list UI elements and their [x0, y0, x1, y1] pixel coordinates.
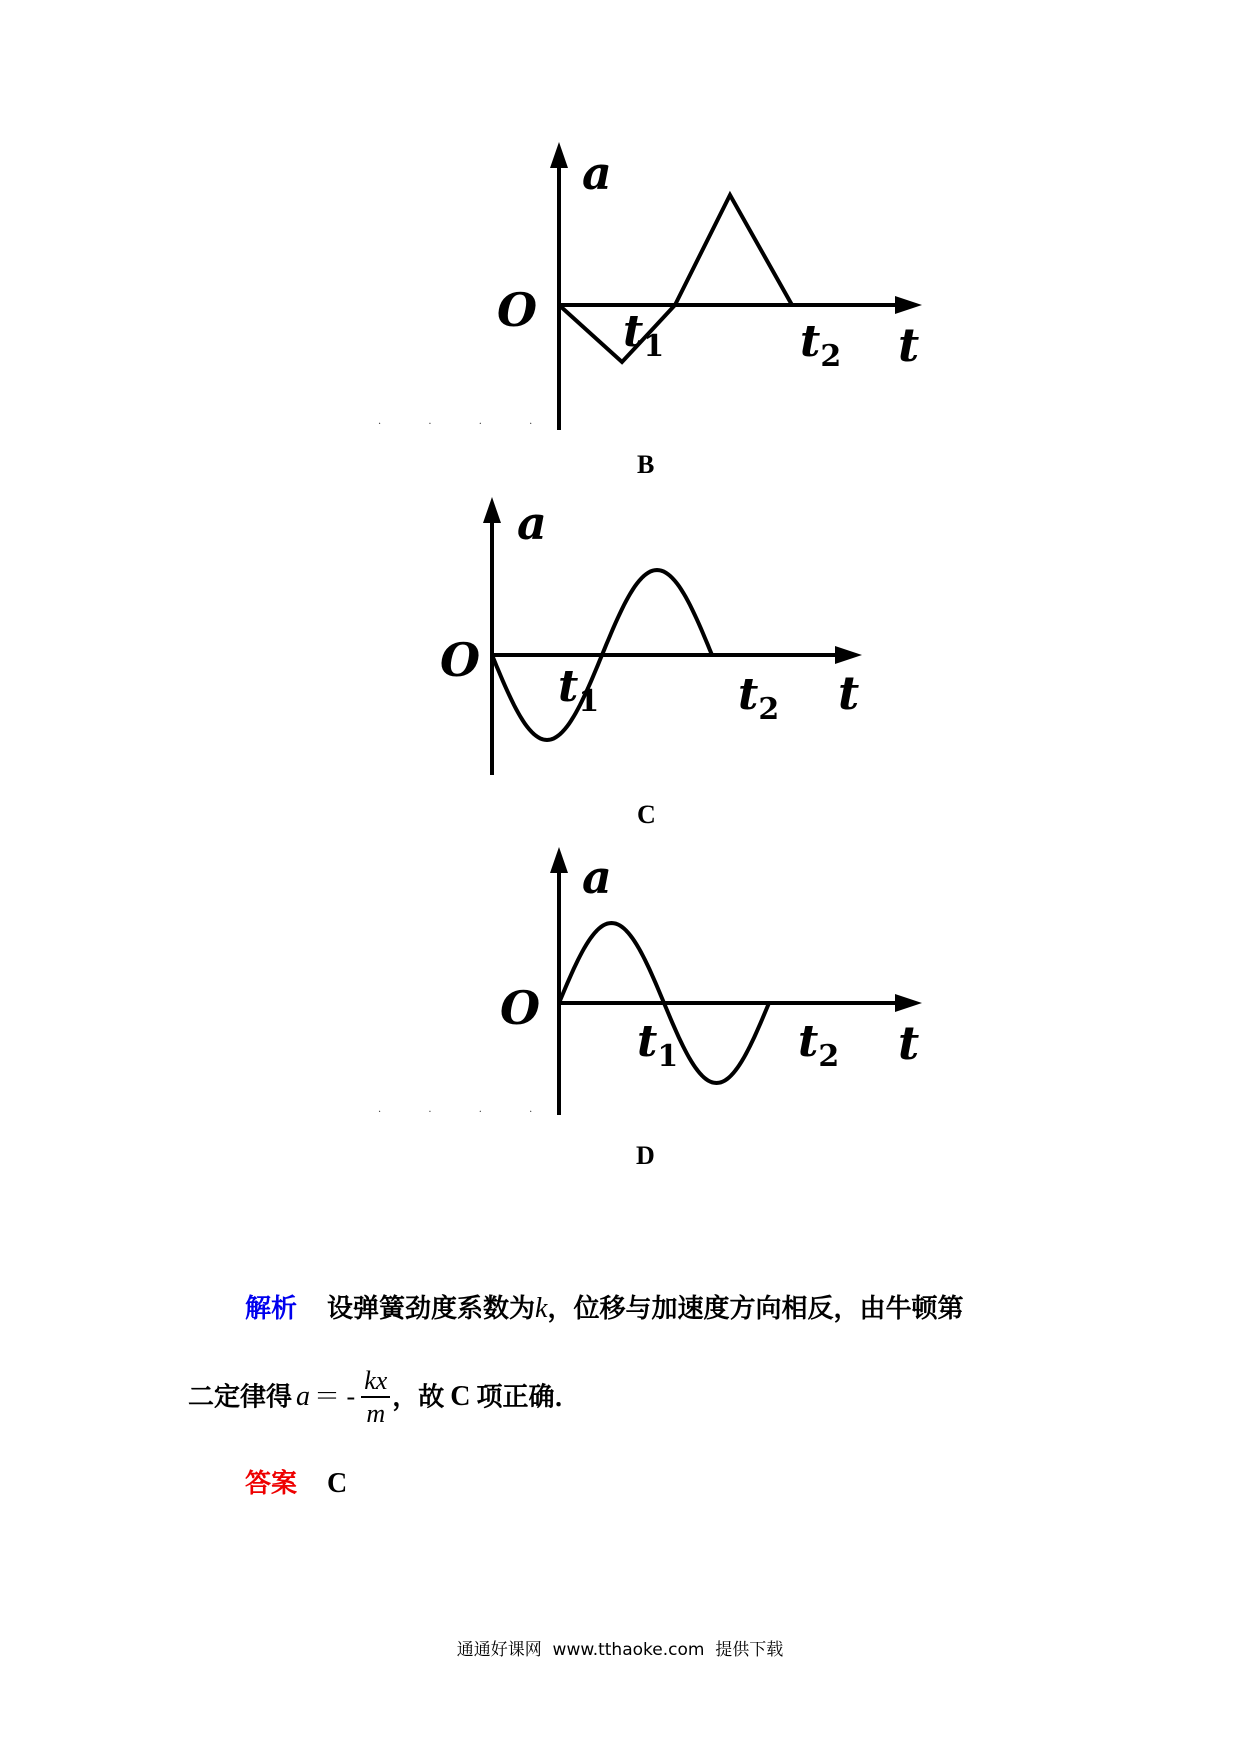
- y-axis-arrow: [483, 497, 501, 523]
- y-axis-arrow: [550, 847, 568, 873]
- decorative-dots: · · · ·: [378, 1107, 555, 1118]
- y-axis-arrow: [550, 142, 568, 168]
- page-footer: 通通好课网 www.tthaoke.com 提供下载: [456, 1640, 784, 1660]
- t2-label: $t_2$: [798, 1016, 840, 1074]
- x-axis-label: t: [838, 666, 860, 720]
- x-axis-label: t: [898, 318, 920, 372]
- option-c-caption: C: [637, 800, 656, 829]
- analysis-text-3: 二定律得: [188, 1382, 293, 1413]
- curve: [559, 195, 792, 362]
- analysis-line-2: [188, 1367, 581, 1428]
- graph-option-d: [440, 840, 960, 1140]
- analysis-label: 解析: [245, 1294, 298, 1324]
- origin-label: O: [440, 633, 481, 687]
- analysis-line-1: [245, 1295, 963, 1323]
- analysis-text-4: ，故: [392, 1382, 445, 1413]
- x-axis-label: t: [898, 1016, 920, 1070]
- answer-label: 答案: [245, 1469, 298, 1499]
- analysis-text-2: ，位移与加速度方向相反，由牛顿第: [547, 1294, 964, 1324]
- x-axis-arrow: [895, 994, 922, 1012]
- k-var: k: [535, 1293, 548, 1324]
- decorative-dots: · · · ·: [378, 419, 555, 430]
- y-axis-label: a: [582, 146, 612, 200]
- analysis-text-1: 设弹簧劲度系数为: [327, 1294, 536, 1324]
- fraction: $\frac{kx}{m}$: [361, 1367, 390, 1428]
- origin-label: O: [500, 981, 541, 1035]
- y-axis-label: a: [582, 850, 612, 904]
- option-b-caption: B: [637, 450, 655, 479]
- t1-label: $t_1$: [623, 306, 665, 364]
- t1-label: $t_1$: [558, 661, 600, 719]
- a-var: a: [296, 1381, 311, 1413]
- answer-value: C: [327, 1468, 348, 1499]
- x-axis-arrow: [895, 296, 922, 314]
- t2-label: $t_2$: [738, 669, 780, 727]
- y-axis-label: a: [517, 496, 547, 550]
- origin-label: O: [497, 283, 538, 337]
- option-c-ref: C: [450, 1381, 471, 1413]
- equals-minus: ＝ -: [314, 1382, 356, 1412]
- analysis-text-5: 项正确．: [476, 1382, 581, 1413]
- graph-option-c: [380, 490, 900, 790]
- option-d-caption: D: [636, 1141, 655, 1170]
- t2-label: $t_2$: [800, 316, 842, 374]
- x-axis-arrow: [835, 646, 862, 664]
- t1-label: $t_1$: [637, 1016, 679, 1074]
- graph-option-b: [440, 140, 960, 440]
- answer-line: [245, 1470, 347, 1498]
